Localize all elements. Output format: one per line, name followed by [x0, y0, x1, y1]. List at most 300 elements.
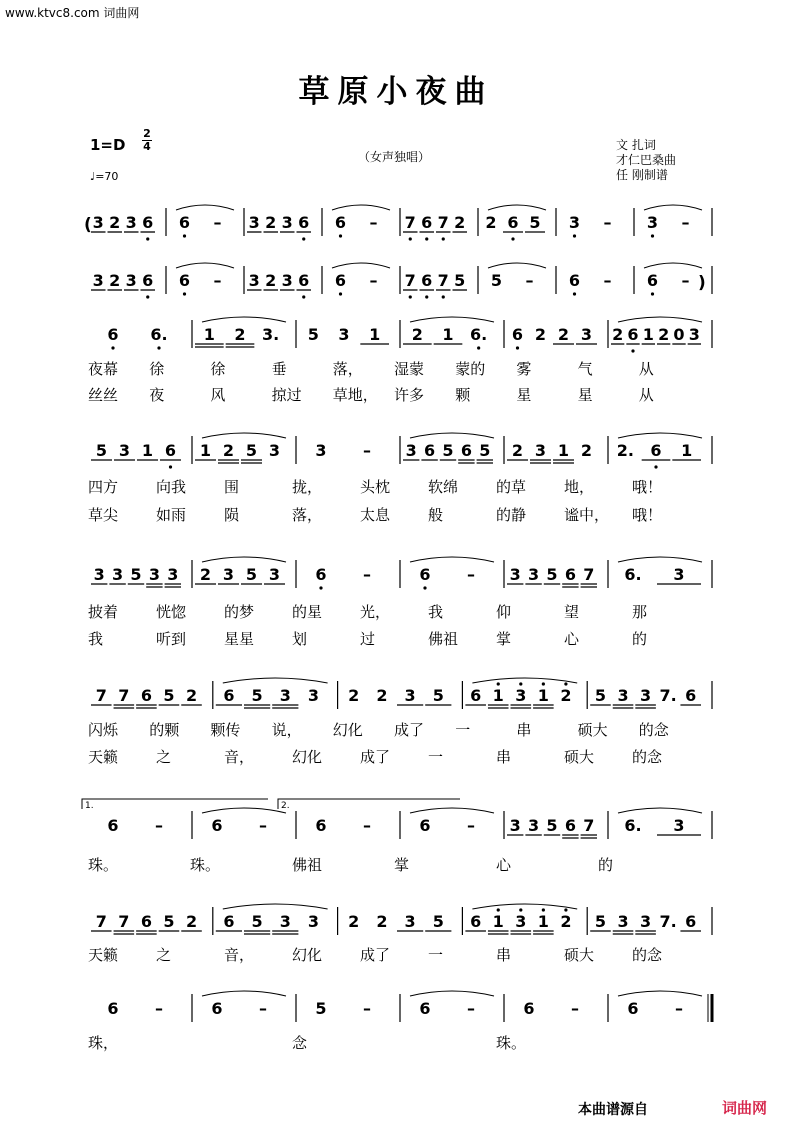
note: 3 — [279, 686, 291, 705]
note: 1 — [369, 325, 381, 344]
note: 5 — [307, 325, 319, 344]
lyric-syllable: 幻化 — [292, 946, 323, 964]
note: 3 — [640, 686, 652, 705]
slur — [223, 678, 328, 683]
lyric-syllable: 佛祖 — [428, 630, 459, 648]
note: 5 — [546, 816, 558, 835]
volta-bracket — [82, 799, 268, 809]
note: 7 — [583, 565, 595, 584]
lyric-syllable: 从 — [638, 360, 654, 378]
low-octave-dot — [111, 346, 114, 349]
low-octave-dot — [425, 237, 428, 240]
note: 6 — [627, 325, 639, 344]
lyric-syllable: 星 — [516, 386, 532, 404]
lyric-syllable: 的星 — [292, 603, 323, 621]
low-octave-dot — [146, 237, 149, 240]
note: – — [681, 271, 690, 290]
note: 3 — [528, 565, 540, 584]
lyric-syllable: 珠， — [88, 1034, 119, 1052]
lyric-syllable: 硕大 — [564, 946, 595, 964]
lyric-syllable: 夜 — [149, 386, 165, 404]
high-octave-dot — [542, 682, 545, 685]
lyric-syllable: 颗 — [455, 386, 471, 404]
footer-source-text: 本曲谱源自 — [578, 1102, 648, 1118]
note: 3 — [646, 213, 659, 232]
lyric-syllable: 太息 — [360, 506, 391, 524]
note: 2 — [376, 912, 388, 931]
note: 6 — [646, 271, 659, 290]
note: 6 — [421, 271, 433, 290]
note: 5 — [245, 441, 258, 460]
note: 0 — [673, 325, 685, 344]
note: 5 — [432, 912, 444, 931]
footer-logo[interactable]: 词曲网 — [722, 1099, 768, 1117]
note: 5 — [594, 912, 607, 931]
note: 2 — [534, 325, 547, 344]
note: 2 — [199, 565, 212, 584]
note: 2 — [348, 912, 360, 931]
tempo-mark: ♩=70 — [90, 170, 119, 183]
note: – — [603, 213, 612, 232]
note: 5 — [163, 912, 175, 931]
note: 1 — [642, 325, 654, 344]
note: 3 — [307, 686, 320, 705]
site-link[interactable]: www.ktvc8.com 词曲网 — [5, 6, 140, 20]
lyric-syllable: 珠。 — [190, 856, 221, 874]
song-title: 草原小夜曲 — [298, 74, 494, 110]
note: 2 — [234, 325, 246, 344]
slur — [410, 991, 494, 996]
note: 7 — [583, 816, 595, 835]
note: 3 — [125, 213, 137, 232]
note: 2 — [411, 325, 423, 344]
note: 5 — [479, 441, 491, 460]
lyric-syllable: 徐 — [210, 360, 226, 378]
note: 5 — [546, 565, 558, 584]
note: 6. — [624, 816, 642, 835]
note: 6 — [223, 912, 235, 931]
lyric-syllable: 谧中， — [564, 506, 610, 524]
lyric-syllable: 珠。 — [88, 856, 119, 874]
note: 6 — [315, 816, 327, 835]
note: – — [155, 999, 163, 1018]
note: – — [363, 999, 371, 1018]
note: 2 — [658, 325, 670, 344]
lyric-syllable: 湿蒙 — [394, 360, 425, 378]
note: 6 — [650, 441, 662, 460]
lyric-syllable: 音， — [224, 748, 255, 766]
note: – — [363, 816, 371, 835]
note: 2. — [616, 441, 634, 460]
note: 1 — [492, 686, 504, 705]
note: 6 — [223, 686, 235, 705]
note: 3 — [92, 213, 104, 232]
note: 5 — [251, 912, 263, 931]
composer: 才仁巴桑曲 — [616, 153, 677, 167]
lyric-syllable: 一 — [428, 748, 444, 766]
lyric-syllable: 徐 — [149, 360, 165, 378]
note: – — [213, 213, 222, 232]
lyric-syllable: 听到 — [156, 630, 187, 648]
note: 1 — [681, 441, 693, 460]
low-octave-dot — [516, 346, 519, 349]
slur — [202, 808, 286, 813]
meter-top: 2 — [143, 127, 151, 140]
lyric-syllable: 佛祖 — [292, 856, 323, 874]
note: 6 — [470, 686, 482, 705]
low-octave-dot — [442, 295, 445, 298]
lyric-syllable: 望 — [564, 603, 580, 621]
slur — [618, 433, 702, 438]
slur — [410, 433, 494, 438]
slur — [202, 433, 286, 438]
note: 7 — [118, 912, 130, 931]
note: – — [525, 271, 534, 290]
note: 2 — [348, 686, 360, 705]
low-octave-dot — [651, 292, 654, 295]
slur — [410, 808, 494, 813]
note: 1 — [557, 441, 570, 460]
note: 2 — [265, 213, 277, 232]
key-signature: 1=D — [90, 136, 126, 154]
note: 6 — [564, 816, 576, 835]
lyric-syllable: 地， — [564, 478, 595, 496]
note: 6 — [334, 271, 347, 290]
lyric-syllable: 从 — [638, 386, 654, 404]
note: 3 — [279, 912, 291, 931]
high-octave-dot — [519, 682, 522, 685]
note: 3 — [404, 686, 416, 705]
lyric-syllable: 许多 — [394, 386, 425, 404]
lyric-syllable: 串 — [496, 946, 512, 964]
note: 3 — [167, 565, 179, 584]
note: 3 — [688, 325, 700, 344]
lyric-syllable: 的颗 — [149, 721, 180, 739]
low-octave-dot — [302, 237, 305, 240]
lyric-syllable: 天籁 — [88, 748, 119, 766]
note: 7 — [404, 271, 416, 290]
lyric-syllable: 光， — [360, 603, 391, 621]
note: 2 — [109, 271, 121, 290]
note: 6 — [470, 912, 482, 931]
lyric-syllable: 之 — [156, 748, 172, 766]
note: 6. — [150, 325, 168, 344]
low-octave-dot — [409, 237, 412, 240]
lyric-syllable: 串 — [496, 748, 512, 766]
lyric-syllable: 拢， — [292, 478, 323, 496]
lyric-syllable: 气 — [577, 360, 593, 378]
note: 6 — [564, 565, 576, 584]
note: 2 — [222, 441, 235, 460]
note: 3 — [315, 441, 327, 460]
lyric-syllable: 落， — [332, 360, 363, 378]
note: 7 — [437, 271, 449, 290]
lyric-syllable: 珠。 — [496, 1034, 527, 1052]
lyric-syllable: 夜幕 — [88, 360, 119, 378]
high-octave-dot — [497, 908, 500, 911]
volta-bracket — [278, 799, 460, 809]
lyric-syllable: 闪烁 — [88, 721, 119, 739]
note: 6 — [421, 213, 433, 232]
note: 2 — [511, 441, 524, 460]
note: 5 — [432, 686, 444, 705]
note: 6 — [107, 816, 119, 835]
lyric-syllable: 硕大 — [564, 748, 595, 766]
note: 3 — [148, 565, 160, 584]
lyric-syllable: 成了 — [394, 721, 425, 739]
note: 3 — [617, 912, 629, 931]
note: – — [681, 213, 690, 232]
lyric-syllable: 的梦 — [224, 603, 255, 621]
note: 3 — [118, 441, 131, 460]
note: 6 — [298, 271, 310, 290]
lyric-syllable: 一 — [428, 946, 444, 964]
slur — [618, 808, 702, 813]
note: 2 — [485, 213, 497, 232]
note: – — [259, 816, 267, 835]
lyric-syllable: 草尖 — [88, 506, 119, 524]
note: 6 — [424, 441, 436, 460]
note: 6 — [685, 912, 697, 931]
lyric-syllable: 风 — [210, 386, 226, 404]
low-octave-dot — [423, 586, 426, 589]
note: 6 — [178, 271, 191, 290]
lyric-syllable: 星 — [577, 386, 593, 404]
note: 1 — [203, 325, 215, 344]
note: 3 — [515, 686, 527, 705]
note: 6 — [460, 441, 472, 460]
lyric-syllable: 的念 — [632, 946, 663, 964]
low-octave-dot — [169, 465, 172, 468]
note: 2 — [454, 213, 466, 232]
slur — [618, 317, 702, 322]
slur — [472, 904, 577, 909]
note: 3 — [515, 912, 527, 931]
lyric-syllable: 哦！ — [632, 506, 663, 524]
note: 5 — [95, 441, 108, 460]
lyric-syllable: 落， — [292, 506, 323, 524]
note: 6 — [142, 271, 154, 290]
lyric-syllable: 哦！ — [632, 478, 663, 496]
note: 6 — [107, 999, 119, 1018]
note: 2 — [185, 912, 198, 931]
low-octave-dot — [183, 234, 186, 237]
note: 5 — [245, 565, 258, 584]
lyric-syllable: 划 — [292, 630, 308, 648]
note: 3 — [281, 213, 293, 232]
note: 3 — [112, 565, 124, 584]
note: 3 — [338, 325, 350, 344]
lyric-syllable: 心 — [496, 856, 512, 874]
lyric-syllable: 过 — [360, 630, 376, 648]
low-octave-dot — [573, 234, 576, 237]
slur — [332, 263, 390, 268]
note: – — [369, 213, 378, 232]
note: 1 — [537, 686, 549, 705]
note: 2 — [109, 213, 121, 232]
slur — [618, 991, 702, 996]
note: 5 — [163, 686, 175, 705]
note: 2 — [376, 686, 388, 705]
lyric-syllable: 般 — [428, 506, 444, 524]
note: 3 — [568, 213, 581, 232]
note: 3 — [92, 271, 104, 290]
low-octave-dot — [339, 292, 342, 295]
lyric-syllable: 垂 — [271, 360, 287, 378]
note: 6 — [315, 565, 327, 584]
lyric-syllable: 之 — [156, 946, 172, 964]
note: 6 — [164, 441, 177, 460]
note: 3 — [534, 441, 547, 460]
note: 3 — [281, 271, 293, 290]
note: 5 — [529, 213, 541, 232]
note: 1 — [537, 912, 549, 931]
note: 2 — [185, 686, 198, 705]
slur — [202, 557, 286, 562]
transcriber: 任 刚制谱 — [616, 168, 668, 182]
note: 6 — [211, 816, 223, 835]
slur — [332, 205, 390, 210]
low-octave-dot — [339, 234, 342, 237]
slur — [223, 904, 328, 909]
repeat-paren: ( — [84, 215, 92, 235]
note: 6 — [140, 912, 152, 931]
note: 3 — [307, 912, 320, 931]
note: 2 — [560, 686, 572, 705]
lyric-syllable: 成了 — [360, 946, 391, 964]
note: 6 — [523, 999, 535, 1018]
low-octave-dot — [302, 295, 305, 298]
lyric-syllable: 的静 — [496, 506, 527, 524]
low-octave-dot — [573, 292, 576, 295]
note: 2 — [580, 441, 593, 460]
lyricist: 文 扎词 — [616, 138, 656, 152]
lyric-syllable: 心 — [564, 630, 580, 648]
note: 7 — [95, 912, 107, 931]
performance-note: （女声独唱） — [358, 150, 431, 164]
lyric-syllable: 掌 — [394, 856, 410, 874]
note: – — [467, 999, 475, 1018]
note: 7. — [659, 912, 677, 931]
lyric-syllable: 掌 — [496, 630, 512, 648]
lyric-syllable: 草地， — [332, 386, 378, 404]
slur — [618, 557, 702, 562]
note: 1 — [199, 441, 212, 460]
slur — [176, 263, 234, 268]
note: 3 — [404, 912, 416, 931]
lyric-syllable: 颗传 — [210, 721, 241, 739]
note: 1 — [492, 912, 504, 931]
lyric-syllable: 的 — [598, 856, 614, 874]
note: 5 — [454, 271, 466, 290]
lyric-syllable: 丝丝 — [88, 386, 119, 404]
slur — [176, 205, 234, 210]
note: 1 — [141, 441, 154, 460]
note: 6 — [298, 213, 310, 232]
low-octave-dot — [511, 237, 514, 240]
note: 3 — [222, 565, 235, 584]
low-octave-dot — [319, 586, 322, 589]
low-octave-dot — [183, 292, 186, 295]
low-octave-dot — [654, 465, 657, 468]
note: 6 — [419, 816, 431, 835]
high-octave-dot — [564, 908, 567, 911]
low-octave-dot — [157, 346, 160, 349]
slur — [410, 557, 494, 562]
note: 3 — [673, 816, 685, 835]
lyric-syllable: 四方 — [88, 478, 119, 496]
high-octave-dot — [519, 908, 522, 911]
lyric-syllable: 我 — [88, 630, 104, 648]
note: 6 — [685, 686, 697, 705]
low-octave-dot — [651, 234, 654, 237]
note: 3. — [262, 325, 280, 344]
note: 5 — [490, 271, 503, 290]
note: 6 — [107, 325, 119, 344]
note: 6 — [419, 999, 431, 1018]
low-octave-dot — [409, 295, 412, 298]
note: 3 — [125, 271, 137, 290]
note: 5 — [594, 686, 607, 705]
lyric-syllable: 串 — [516, 721, 532, 739]
lyric-syllable: 的念 — [638, 721, 669, 739]
note: 6 — [419, 565, 431, 584]
lyric-syllable: 一 — [455, 721, 471, 739]
volta-label: 2. — [281, 801, 290, 811]
slur — [410, 317, 494, 322]
note: – — [467, 816, 475, 835]
lyric-syllable: 恍惚 — [156, 603, 187, 621]
lyric-syllable: 星星 — [224, 630, 255, 648]
note: 7 — [437, 213, 449, 232]
low-octave-dot — [442, 237, 445, 240]
note: – — [155, 816, 163, 835]
lyric-syllable: 向我 — [156, 478, 187, 496]
lyric-syllable: 硕大 — [577, 721, 608, 739]
note: 3 — [268, 565, 281, 584]
lyric-syllable: 天籁 — [88, 946, 119, 964]
low-octave-dot — [425, 295, 428, 298]
note: – — [259, 999, 267, 1018]
note: 2 — [265, 271, 277, 290]
note: – — [363, 441, 371, 460]
lyric-syllable: 软绵 — [428, 478, 459, 496]
note: 3 — [248, 271, 260, 290]
note: 5 — [251, 686, 263, 705]
low-octave-dot — [146, 295, 149, 298]
lyric-syllable: 蒙的 — [455, 360, 486, 378]
note: 3 — [248, 213, 260, 232]
slur — [488, 263, 546, 268]
slur — [202, 991, 286, 996]
note: – — [213, 271, 222, 290]
note: 7 — [118, 686, 130, 705]
note: 6. — [624, 565, 642, 584]
lyric-syllable: 音， — [224, 946, 255, 964]
lyric-syllable: 那 — [632, 603, 648, 621]
note: 6 — [334, 213, 347, 232]
note: 7. — [659, 686, 677, 705]
lyric-syllable: 说， — [271, 721, 302, 739]
lyric-syllable: 雾 — [516, 360, 532, 378]
slur — [202, 317, 286, 322]
slur — [488, 205, 546, 210]
note: 6 — [140, 686, 152, 705]
note: 7 — [404, 213, 416, 232]
note: 2 — [560, 912, 572, 931]
note: 5 — [315, 999, 327, 1018]
note: – — [369, 271, 378, 290]
